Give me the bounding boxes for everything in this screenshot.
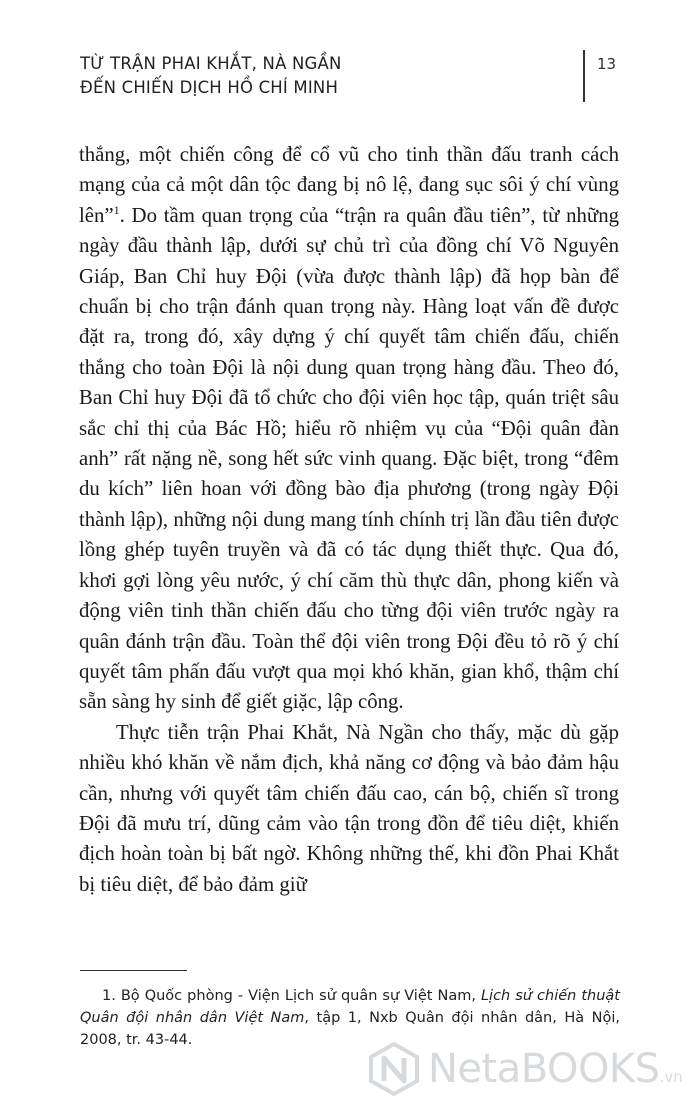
paragraph-2: Thực tiễn trận Phai Khắt, Nà Ngần cho thấy, mặc dù gặp nhiều khó khăn về nắm địch, khả năng cơ động và bảo đảm hậu cần, nhưng với quyết tâm chiến đấu cao, cán bộ, chiến sĩ trong Đội đã mưu trí, dũng cảm vào tận trong đồn để tiêu diệt, khiến địch hoàn toàn bị bất ngờ. Không những thế, khi đồn Phai Khắt bị tiêu diệt, để bảo đảm giữ (79, 720, 619, 896)
watermark-suffix: .vn (659, 1068, 683, 1086)
footnote-suffix: , tập 1, Nxb Quân đội nhân dân, Hà Nội, 2008, tr. 43-44. (80, 1010, 620, 1048)
paragraph-1-part-a: thắng, một chiến công để cổ vũ cho tinh thần đấu tranh cách mạng của cả một dân tộc đang bị nô lệ, đang sục sôi ý chí vùng lên” (79, 143, 619, 227)
running-head-line-1: TỪ TRẬN PHAI KHẮT, NÀ NGẦN (80, 54, 342, 73)
running-head (80, 52, 342, 100)
watermark (368, 1040, 683, 1098)
paragraph-1 (79, 140, 619, 718)
page-number: 13 (597, 55, 617, 73)
footnote-reference[interactable]: 1 (113, 202, 120, 217)
running-head-line-2: ĐẾN CHIẾN DỊCH HỒ CHÍ MINH (80, 78, 339, 97)
body-text (79, 140, 619, 900)
watermark-brand: NetaBOOKS (428, 1046, 660, 1092)
netabooks-logo-icon (368, 1041, 420, 1097)
footnote-title: Lịch sử chiến thuật Quân đội nhân dân Việt Nam (80, 988, 620, 1026)
footnote-divider (80, 970, 187, 971)
header-divider (583, 50, 585, 102)
paragraph-1-part-b: . Do tầm quan trọng của “trận ra quân đầu tiên”, từ những ngày đầu thành lập, dưới sự chủ trì của đồng chí Võ Nguyên Giáp, Ban Chỉ huy Đội (vừa được thành lập) đã họp bàn để chuẩn bị cho trận đánh quan trọng này. Hàng loạt vấn đề được đặt ra, trong đó, xây dựng ý chí quyết tâm chiến đấu, chiến thắng cho toàn Đội là nội dung quan trọng hàng đầu. Theo đó, Ban Chỉ huy Đội đã tổ chức cho đội viên học tập, quán triệt sâu sắc chỉ thị của Bác Hồ; hiểu rõ nhiệm vụ của “Đội quân đàn anh” rất nặng nề, song hết sức vinh quang. Đặc biệt, trong “đêm du kích” liên hoan với đồng bào địa phương (trong ngày Đội thành lập), những nội dung mang tính chính trị lần đầu tiên được lồng ghép tuyên truyền và đã có tác dụng thiết thực. Qua đó, khơi gợi lòng yêu nước, ý chí căm thù thực dân, phong kiến và động viên tinh thần chiến đấu cho từng đội viên trước ngày ra quân đánh trận đầu. Toàn thể đội viên trong Đội đều tỏ rõ ý chí quyết tâm phấn đấu vượt qua mọi khó khăn, gian khổ, thậm chí sẵn sàng hy sinh để giết giặc, lập công. (79, 203, 619, 714)
footnote-prefix: 1. Bộ Quốc phòng - Viện Lịch sử quân sự Việt Nam, (102, 988, 481, 1004)
